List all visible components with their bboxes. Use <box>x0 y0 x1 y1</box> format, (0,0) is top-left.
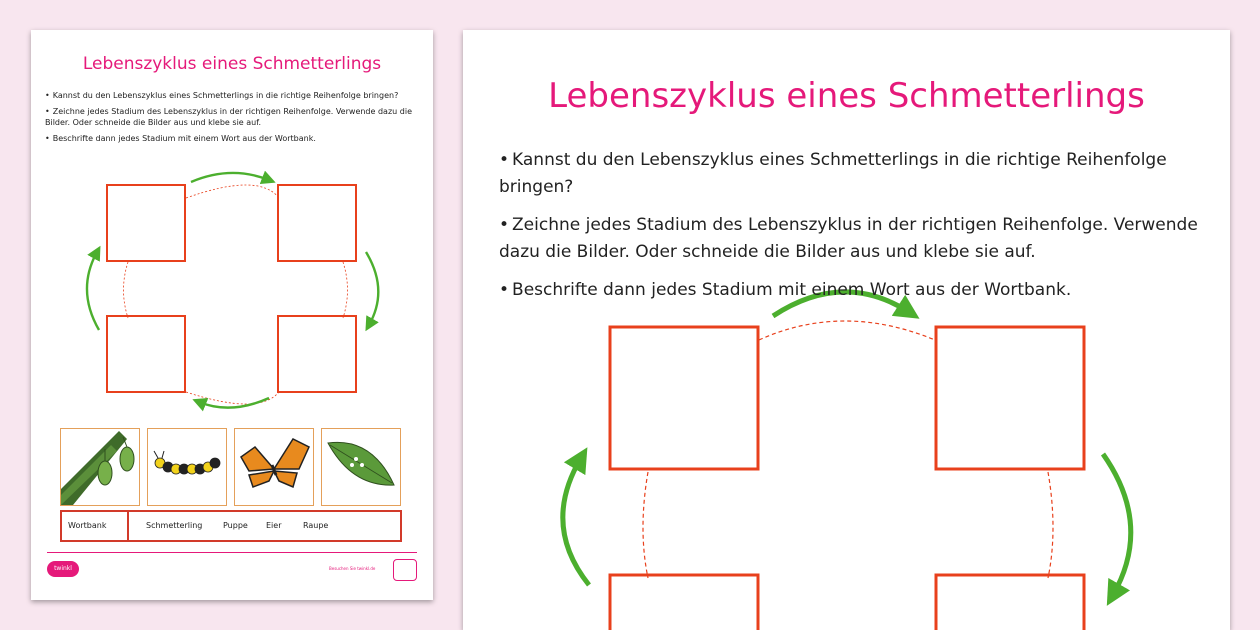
worksheet-title-small: Lebenszyklus eines Schmetterlings <box>82 54 382 74</box>
arrow-left-icon <box>87 252 99 330</box>
instruction-item: • Zeichne jedes Stadium des Lebenszyklus in der richtigen Reihenfolge. Verwende dazu die Bilder. Oder schneide die Bilder aus und klebe sie auf. <box>45 107 412 127</box>
twinkl-logo: twinkl <box>47 561 79 577</box>
instruction-item: • Beschrifte dann jedes Stadium mit einem Wort aus der Wortbank. <box>45 134 316 143</box>
caterpillar-picture[interactable] <box>147 428 227 506</box>
wordbank-word: Raupe <box>303 521 329 530</box>
butterfly-picture[interactable] <box>234 428 314 506</box>
instruction-item: • Kannst du den Lebenszyklus eines Schmetterlings in die richtige Reihenfolge bringen? <box>45 91 399 100</box>
butterfly-icon <box>235 429 313 505</box>
stage-boxes-large <box>610 327 1084 630</box>
arrow-right-large-icon <box>1103 454 1131 595</box>
instruction-list-small <box>45 90 425 149</box>
picture-row <box>60 428 400 508</box>
instruction-item: • Kannst du den Lebenszyklus eines Schmetterlings in die richtige Reihenfolge bringen? <box>499 150 1167 197</box>
stage-boxes-small <box>107 185 356 392</box>
wordbank <box>60 510 402 542</box>
stage-box-3[interactable] <box>107 316 185 392</box>
wordbank-divider <box>127 512 129 540</box>
chrysalis-picture[interactable] <box>60 428 140 506</box>
arrow-top-icon <box>191 173 269 182</box>
stage-box-1-large[interactable] <box>610 327 758 469</box>
instruction-item: • Beschrifte dann jedes Stadium mit einem Wort aus der Wortbank. <box>499 280 1072 300</box>
stage-box-4[interactable] <box>278 316 356 392</box>
dashed-circle-small <box>124 185 348 404</box>
stage-box-4-large[interactable] <box>936 575 1084 630</box>
worksheet-preview-small <box>31 30 433 600</box>
wordbank-label: Wortbank <box>68 521 107 530</box>
dashed-circle-large <box>643 321 1053 578</box>
caterpillar-icon <box>148 429 226 505</box>
wordbank-word: Schmetterling <box>146 521 203 530</box>
arrow-bottom-icon <box>199 398 269 408</box>
stage-box-2[interactable] <box>278 185 356 261</box>
stage-box-1[interactable] <box>107 185 185 261</box>
cycle-arrows-small <box>87 173 378 408</box>
stage-box-2-large[interactable] <box>936 327 1084 469</box>
arrow-left-large-icon <box>563 458 589 585</box>
life-cycle-diagram-large <box>463 30 1230 630</box>
worksheet-zoom-large <box>463 30 1230 630</box>
instruction-list-large <box>499 147 1199 315</box>
instruction-item: • Zeichne jedes Stadium des Lebenszyklus in der richtigen Reihenfolge. Verwende dazu die Bilder. Oder schneide die Bilder aus und klebe sie auf. <box>499 215 1198 262</box>
wordbank-word: Eier <box>266 521 282 530</box>
footer-link[interactable]: Besuchen Sie twinkl.de <box>329 566 376 571</box>
eggs-on-leaf-picture[interactable] <box>321 428 401 506</box>
leaf-icon <box>322 429 400 505</box>
arrow-right-icon <box>366 252 378 325</box>
stage-box-3-large[interactable] <box>610 575 758 630</box>
worksheet-title-large: Lebenszyklus eines Schmetterlings <box>548 76 1145 116</box>
footer-badge-icon <box>393 559 417 581</box>
wordbank-word: Puppe <box>223 521 248 530</box>
cycle-arrows-large <box>563 292 1131 595</box>
footer-divider <box>47 552 417 553</box>
chrysalis-icon <box>61 429 139 505</box>
